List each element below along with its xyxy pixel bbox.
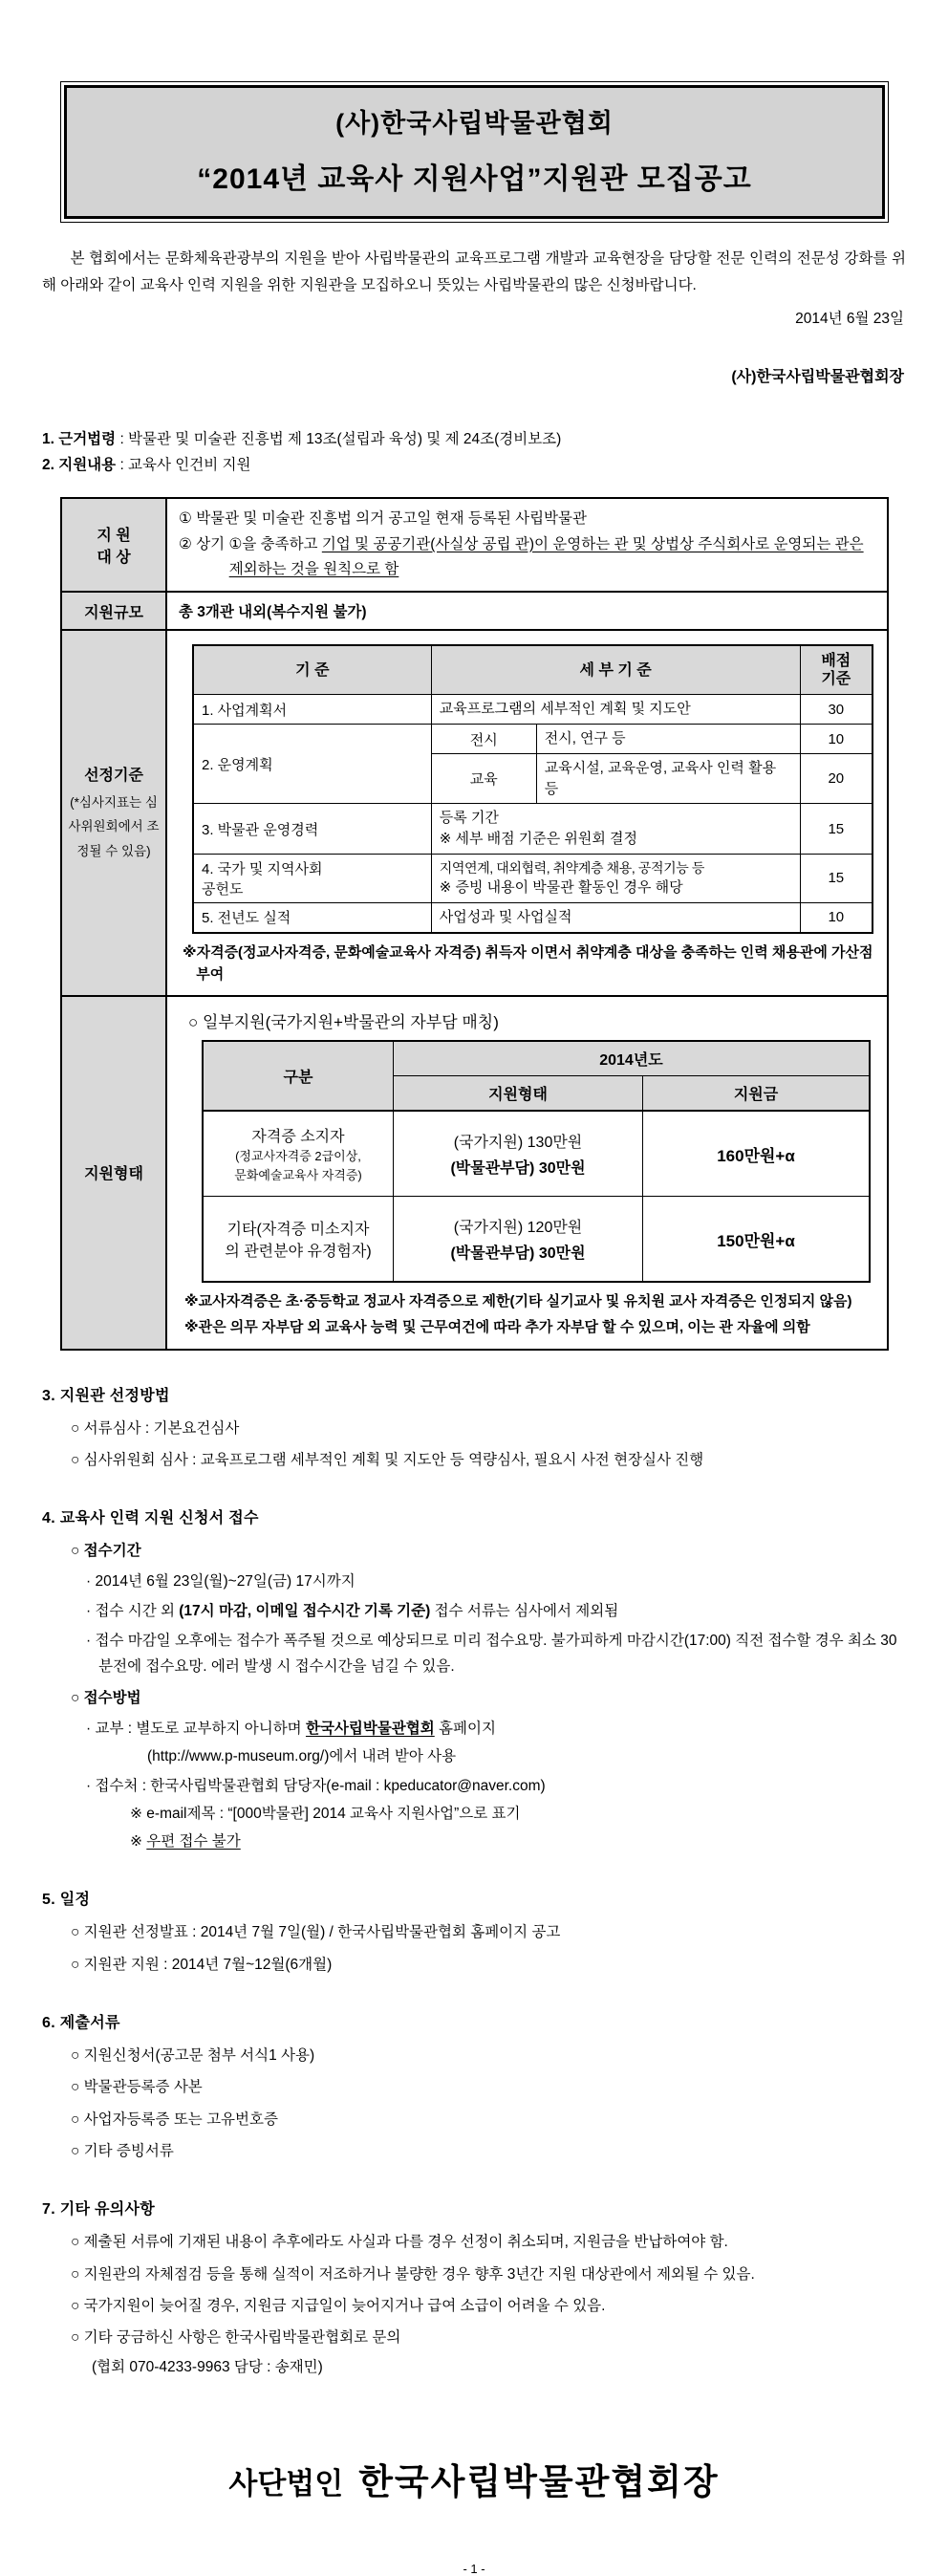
table-row-scale — [61, 592, 888, 630]
application-period-advice: · 접수 마감일 오후에는 접수가 폭주될 것으로 예상되므로 미리 접수요망. 불가피하게 마감시간(17:00) 직전 접수할 경우 최소 30분전에 접수요망. 에러 발생 시 접수시간을 넘길 수 있음. — [86, 1632, 897, 1676]
support-certified-amount: 160만원+α — [643, 1111, 871, 1197]
support-header-category: 구분 — [203, 1041, 394, 1111]
support-header-amount: 지원금 — [643, 1076, 871, 1112]
footer-org-type: 사단법인 — [228, 2466, 344, 2500]
criteria-4-score: 15 — [800, 854, 873, 902]
target-content — [166, 498, 888, 592]
announcement-title: “2014년 교육사 지원사업”지원관 모집공고 — [197, 163, 752, 195]
criteria-header-row — [193, 645, 873, 695]
footer-signature — [0, 2453, 948, 2504]
support-certified-form-line2: (박물관부담) 30만원 — [450, 1160, 586, 1178]
section-3-body — [42, 1417, 906, 1474]
email-subject-note: ※ e-mail제목 : “[000박물관] 2014 교육사 지원사업”으로 표기 — [130, 1805, 521, 1822]
criteria-2b-category: 교육 — [431, 753, 536, 804]
selection-document-review: ○ 서류심사 : 기본요건심사 — [71, 1419, 240, 1437]
support-other-name-line1: 기타(자격증 미소지자 — [226, 1222, 370, 1239]
criteria-4-detail-line2: ※ 증빙 내용이 박물관 활동인 경우 해당 — [439, 879, 683, 897]
criteria-4-name-line1: 4. 국가 및 지역사회 — [202, 860, 323, 877]
criteria-2a-score: 10 — [800, 725, 873, 754]
section-other-notes — [42, 2197, 906, 2380]
criteria-5-name: 5. 전년도 실적 — [193, 902, 431, 932]
distribution-prefix: · 교부 : 별도로 교부하지 아니하며 — [86, 1720, 306, 1737]
announcement-date: 2014년 6월 23일 — [795, 310, 904, 327]
support-certified-name-sub1: (정교사자격증 2급이상, — [235, 1149, 361, 1164]
criteria-3-detail-line2: ※ 세부 배점 기준은 위원회 결정 — [439, 831, 638, 848]
note-delayed-funding: ○ 국가지원이 늦어질 경우, 지원금 지급일이 늦어지거나 급여 소급이 어려울 수 있음. — [71, 2297, 606, 2314]
section-6-title: 6. 제출서류 — [42, 2014, 120, 2031]
row-label-target-line1: 지 원 — [97, 528, 131, 545]
target-item-2 — [179, 532, 875, 583]
criteria-3-detail-line1: 등록 기간 — [439, 810, 499, 827]
criteria-1-detail: 교육프로그램의 세부적인 계획 및 지도안 — [431, 695, 800, 725]
deadline-rule-bold: (17시 마감, 이메일 접수시간 기록 기준) — [179, 1602, 431, 1619]
support-content-line — [42, 452, 906, 478]
table-row-support — [61, 996, 888, 1350]
basis-and-content-list — [42, 426, 906, 478]
section-4-title: 4. 교육사 인력 지원 신청서 접수 — [42, 1510, 259, 1527]
support-certified-name-main: 자격증 소지자 — [251, 1129, 345, 1146]
no-postal-note — [130, 1829, 906, 1854]
application-form-distribution — [86, 1716, 906, 1742]
support-note-1: ※교사자격증은 초·중등학교 정교사 자격증으로 제한(기타 실기교사 및 유치원 교사 자격증은 인정되지 않음) — [184, 1293, 852, 1310]
organization-name: (사)한국사립박물관협회 — [335, 109, 614, 138]
legal-basis-label: 1. 근거법령 — [42, 430, 117, 447]
target-item-1: ① 박물관 및 미술관 진흥법 의거 공고일 현재 등록된 사립박물관 — [179, 510, 587, 528]
section-7-body — [42, 2230, 906, 2380]
section-7-title: 7. 기타 유의사항 — [42, 2201, 155, 2219]
criteria-table — [192, 644, 873, 934]
target-item-2-underlined: 기업 및 공공기관(사실상 공립 관)이 운영하는 관 및 상법상 주식회사로 운영되는 관은 제외하는 것을 원칙으로 함 — [228, 535, 864, 578]
support-notes — [181, 1290, 875, 1339]
note-false-information: ○ 제출된 서류에 기재된 내용이 추후에라도 사실과 다를 경우 선정이 취소되며, 지원금을 반납하여야 함. — [71, 2234, 728, 2251]
row-label-target — [61, 498, 166, 592]
table-row-criteria — [61, 630, 888, 996]
support-note-2: ※관은 의무 자부담 외 교육사 능력 및 근무여건에 따라 추가 자부담 할 수 있으며, 이는 관 자율에 의함 — [184, 1319, 810, 1336]
contact-phone-line: (협회 070-4233-9963 담당 : 송재민) — [92, 2358, 323, 2375]
criteria-1-score: 30 — [800, 695, 873, 725]
document-page — [0, 81, 948, 2576]
document-other-evidence: ○ 기타 증빙서류 — [71, 2142, 174, 2159]
support-content-text: : 교육사 인건비 지원 — [116, 456, 251, 473]
support-other-form-line2: (박물관부담) 30만원 — [450, 1245, 586, 1263]
criteria-header-score-line1: 배점 — [821, 653, 851, 669]
document-application-form: ○ 지원신청서(공고문 첨부 서식1 사용) — [71, 2046, 315, 2064]
distribution-org-name: 한국사립박물관협회 — [305, 1720, 435, 1737]
deadline-rule-suffix: 접수 서류는 심사에서 제외됨 — [430, 1602, 619, 1619]
criteria-4-detail — [431, 854, 800, 902]
application-period-deadline-rule — [86, 1598, 906, 1624]
section-4-body — [42, 1539, 906, 1854]
legal-basis-text: : 박물관 및 미술관 진흥법 제 13조(설립과 육성) 및 제 24조(경비보조) — [116, 430, 562, 447]
section-5-body — [42, 1920, 906, 1978]
criteria-header-detail: 세 부 기 준 — [431, 645, 800, 695]
schedule-support-period: ○ 지원관 지원 : 2014년 7월~12월(6개월) — [71, 1956, 333, 1973]
section-6-body — [42, 2044, 906, 2164]
criteria-3-detail — [431, 804, 800, 855]
deadline-rule-prefix: · 접수 시간 외 — [86, 1602, 180, 1619]
table-row-target — [61, 498, 888, 592]
criteria-header-standard: 기 준 — [193, 645, 431, 695]
announcement-title-box — [60, 81, 889, 223]
support-certified-name-sub2: 문화예술교육사 자격증) — [234, 1167, 362, 1182]
support-intro-line: ○ 일부지원(국가지원+박물관의 자부담 매칭) — [188, 1013, 499, 1032]
criteria-3-score: 15 — [800, 804, 873, 855]
support-certified-form-line1: (국가지원) 130만원 — [453, 1135, 583, 1152]
section-schedule — [42, 1887, 906, 1978]
page-number: - 1 - — [463, 2561, 485, 2576]
homepage-url-line: (http://www.p-museum.org/)에서 내려 받아 사용 — [147, 1747, 457, 1764]
support-certified-name — [203, 1111, 394, 1197]
support-other-form-line1: (국가지원) 120만원 — [453, 1220, 583, 1237]
criteria-row-2a — [193, 725, 873, 754]
support-row-other — [203, 1197, 870, 1283]
intro-paragraph: 본 협회에서는 문화체육관광부의 지원을 받아 사립박물관의 교육프로그램 개발과 교육현장을 담당할 전문 인력의 전문성 강화를 위해 아래와 같이 교육사 인력 지원을 위한 지원관을 모집하오니 뜻있는 사립박물관의 많은 신청바랍니다. — [42, 250, 906, 293]
support-amount-table — [202, 1040, 871, 1283]
criteria-header-score-line2: 기준 — [821, 671, 851, 688]
application-period-dates: · 2014년 6월 23일(월)~27일(금) 17시까지 — [86, 1572, 356, 1590]
criteria-row-5 — [193, 902, 873, 932]
criteria-row-1 — [193, 695, 873, 725]
note-inquiries: ○ 기타 궁금하신 사항은 한국사립박물관협회로 문의 — [71, 2329, 401, 2347]
criteria-5-detail: 사업성과 및 사업실적 — [431, 902, 800, 932]
criteria-4-name-line2: 공헌도 — [202, 880, 244, 898]
criteria-note: ※자격증(정교사자격증, 문화예술교육사 자격증) 취득자 이면서 취약계층 대상을 충족하는 인력 채용관에 가산점 부여 — [183, 943, 873, 983]
support-other-name — [203, 1197, 394, 1283]
row-label-scale: 지원규모 — [61, 592, 166, 630]
criteria-2a-category: 전시 — [431, 725, 536, 754]
section-selection-method — [42, 1383, 906, 1474]
section-3-title: 3. 지원관 선정방법 — [42, 1387, 170, 1404]
criteria-2a-detail: 전시, 연구 등 — [536, 725, 800, 754]
criteria-content — [166, 630, 888, 996]
note-poor-performance: ○ 지원관의 자체점검 등을 통해 실적이 저조하거나 불량한 경우 향후 3년간 지원 대상관에서 제외될 수 있음. — [71, 2265, 755, 2283]
announcement-title-box-inner — [64, 85, 885, 219]
selection-committee-review: ○ 심사위원회 심사 : 교육프로그램 세부적인 계획 및 지도안 등 역량심사, 필요시 사전 현장실사 진행 — [71, 1452, 704, 1469]
criteria-label: 선정기준 — [84, 767, 143, 784]
criteria-header-score — [800, 645, 873, 695]
criteria-row-4 — [193, 854, 873, 902]
support-row-certified — [203, 1111, 870, 1197]
criteria-label-note: (*심사지표는 심사위원회에서 조정될 수 있음) — [68, 794, 160, 858]
support-header-row-1 — [203, 1041, 870, 1076]
section-documents — [42, 2010, 906, 2164]
application-period-head: ○ 접수기간 — [71, 1543, 141, 1560]
document-museum-registration: ○ 박물관등록증 사본 — [71, 2079, 203, 2096]
criteria-2-name: 2. 운영계획 — [193, 725, 431, 804]
support-header-form: 지원형태 — [394, 1076, 643, 1112]
application-destination: · 접수처 : 한국사립박물관협회 담당자(e-mail : kpeducator@naver.com) — [86, 1777, 546, 1794]
document-business-registration: ○ 사업자등록증 또는 고유번호증 — [71, 2111, 278, 2128]
criteria-2b-detail: 교육시설, 교육운영, 교육사 인력 활용 등 — [536, 753, 800, 804]
footer-org-head: 한국사립박물관협회장 — [358, 2462, 720, 2502]
program-overview-table — [60, 497, 889, 1351]
signer-title: (사)한국사립박물관협회장 — [731, 368, 904, 385]
section-application — [42, 1505, 906, 1854]
criteria-1-name: 1. 사업계획서 — [193, 695, 431, 725]
support-other-form — [394, 1197, 643, 1283]
distribution-suffix: 홈페이지 — [434, 1720, 496, 1737]
application-method-head: ○ 접수방법 — [71, 1690, 141, 1707]
support-certified-form — [394, 1111, 643, 1197]
no-postal-mark: ※ — [130, 1833, 147, 1851]
support-content — [166, 996, 888, 1350]
support-header-year: 2014년도 — [394, 1041, 871, 1076]
row-label-support: 지원형태 — [61, 996, 166, 1350]
target-item-2-prefix: ② 상기 ①을 충족하고 — [179, 535, 322, 552]
criteria-2b-score: 20 — [800, 753, 873, 804]
support-content-label: 2. 지원내용 — [42, 456, 117, 473]
section-5-title: 5. 일정 — [42, 1892, 91, 1909]
criteria-4-detail-line1: 지역연계, 대외협력, 취약계층 채용, 공적기능 등 — [439, 859, 704, 876]
row-label-target-line2: 대 상 — [97, 550, 131, 567]
criteria-5-score: 10 — [800, 902, 873, 932]
scale-content: 총 3개관 내외(복수지원 불가) — [166, 592, 888, 630]
schedule-announcement: ○ 지원관 선정발표 : 2014년 7월 7일(월) / 한국사립박물관협회 홈페이지 공고 — [71, 1924, 561, 1941]
support-other-name-line2: 의 관련분야 유경험자) — [225, 1244, 372, 1261]
no-postal-underlined: 우편 접수 불가 — [146, 1833, 241, 1851]
criteria-3-name: 3. 박물관 운영경력 — [193, 804, 431, 855]
criteria-row-3 — [193, 804, 873, 855]
legal-basis-line — [42, 426, 906, 452]
support-other-amount: 150만원+α — [643, 1197, 871, 1283]
criteria-4-name — [193, 854, 431, 902]
row-label-criteria — [61, 630, 166, 996]
